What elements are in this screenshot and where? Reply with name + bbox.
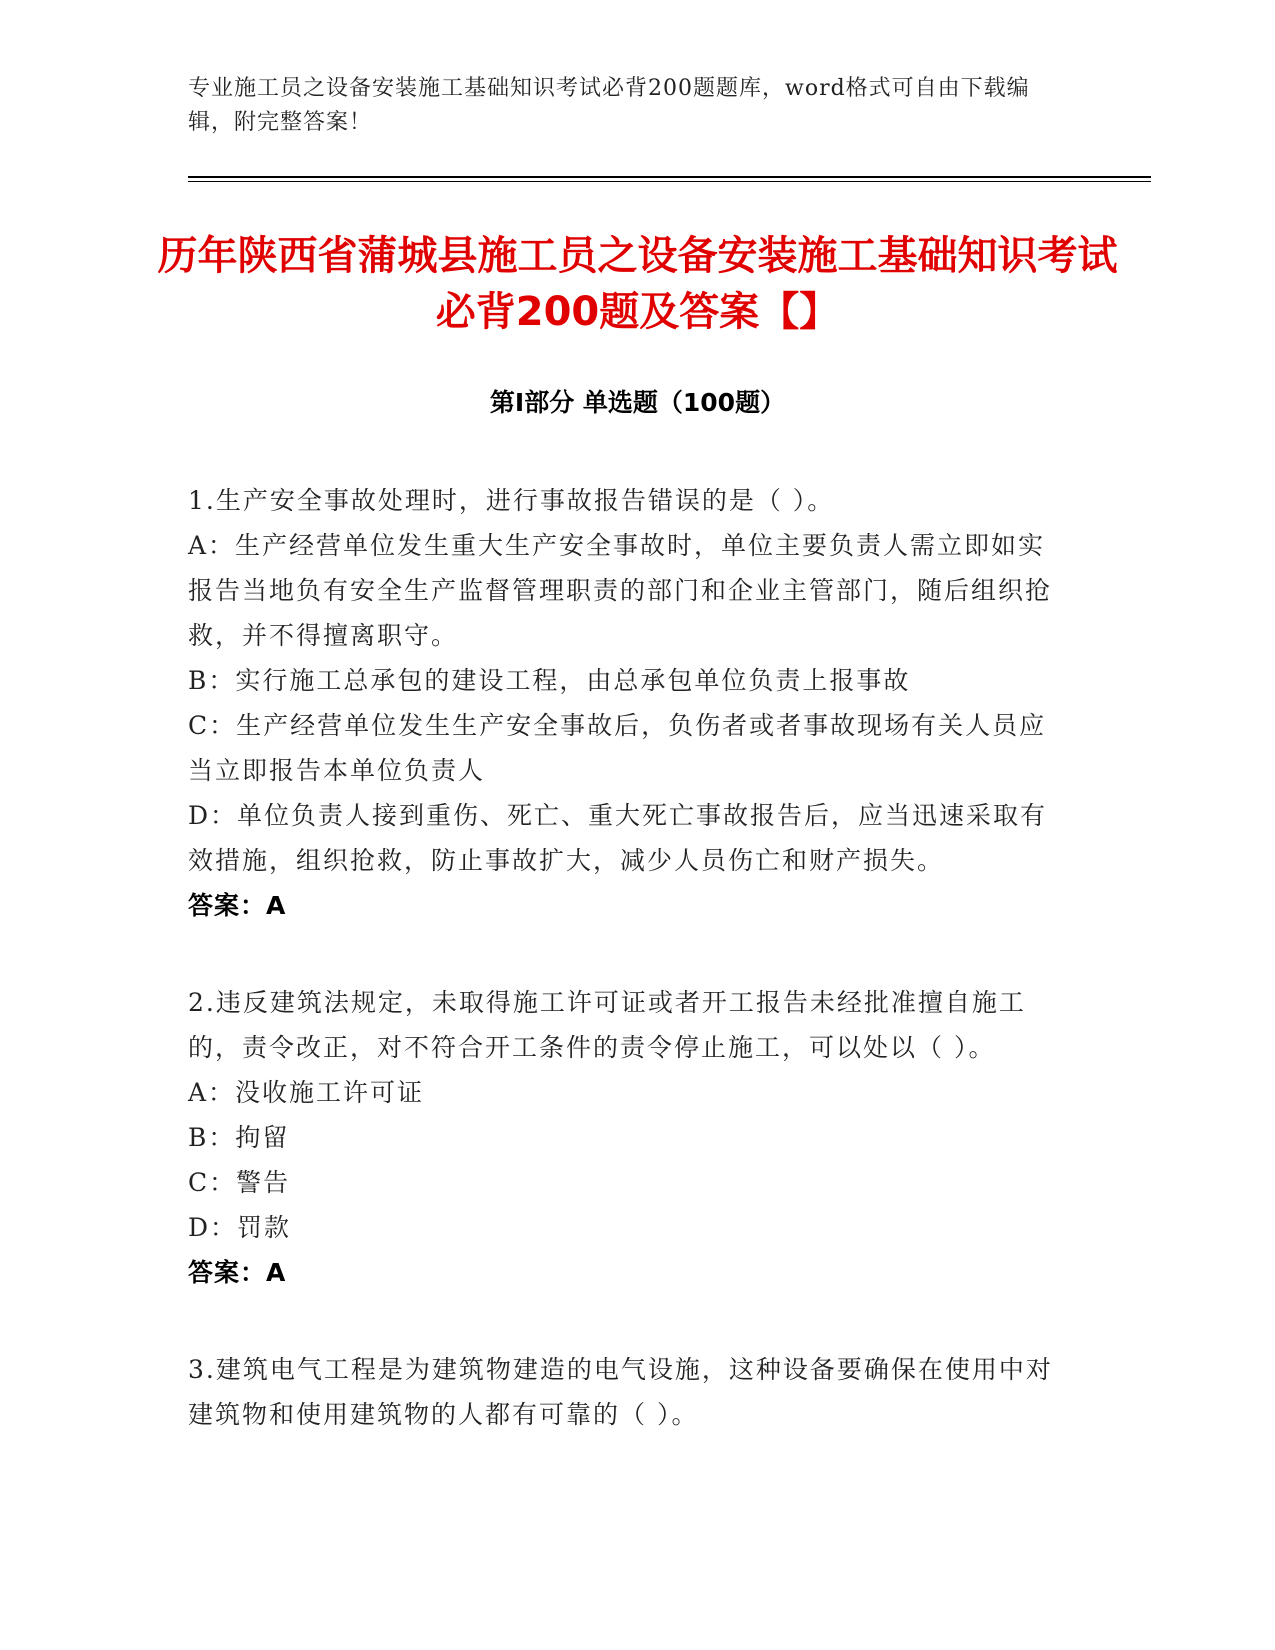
option-d: D：罚款	[188, 1213, 292, 1242]
document-title: 历年陕西省蒲城县施工员之设备安装施工基础知识考试必背200题及答案【】	[157, 233, 1118, 335]
question-text: 1.生产安全事故处理时，进行事故报告错误的是（ ）。	[188, 486, 835, 515]
answer-line: 答案：A	[188, 891, 287, 920]
header-divider-thin	[188, 181, 1151, 182]
question-text: 3.建筑电气工程是为建筑物建造的电气设施，这种设备要确保在使用中对建筑物和使用建筑物的人都有可靠的（ ）。	[188, 1355, 1053, 1429]
header-divider-thick	[188, 176, 1151, 178]
question-3	[188, 1347, 1068, 1437]
question-text: 2.违反建筑法规定，未取得施工许可证或者开工报告未经批准擅自施工的，责令改正，对不符合开工条件的责令停止施工，可以处以（ ）。	[188, 988, 1026, 1062]
section-title: 第Ⅰ部分 单选题（100题）	[489, 388, 786, 417]
answer-line: 答案：A	[188, 1258, 287, 1287]
question-1	[188, 478, 1068, 928]
option-b: B：拘留	[188, 1123, 290, 1152]
option-b: B：实行施工总承包的建设工程，由总承包单位负责上报事故	[188, 666, 911, 695]
question-2	[188, 980, 1068, 1295]
option-d: D：单位负责人接到重伤、死亡、重大死亡事故报告后，应当迅速采取有效措施，组织抢救，防止事故扩大，减少人员伤亡和财产损失。	[188, 801, 1048, 875]
option-c: C：警告	[188, 1168, 291, 1197]
header-note: 专业施工员之设备安装施工基础知识考试必背200题题库，word格式可自由下载编辑，附完整答案！	[188, 76, 1030, 135]
question-list	[188, 478, 1068, 1489]
option-a: A：生产经营单位发生重大生产安全事故时，单位主要负责人需立即如实报告当地负有安全生产监督管理职责的部门和企业主管部门，随后组织抢救，并不得擅离职守。	[188, 531, 1053, 650]
option-c: C：生产经营单位发生生产安全事故后，负伤者或者事故现场有关人员应当立即报告本单位负责人	[188, 711, 1047, 785]
option-a: A：没收施工许可证	[188, 1078, 425, 1107]
